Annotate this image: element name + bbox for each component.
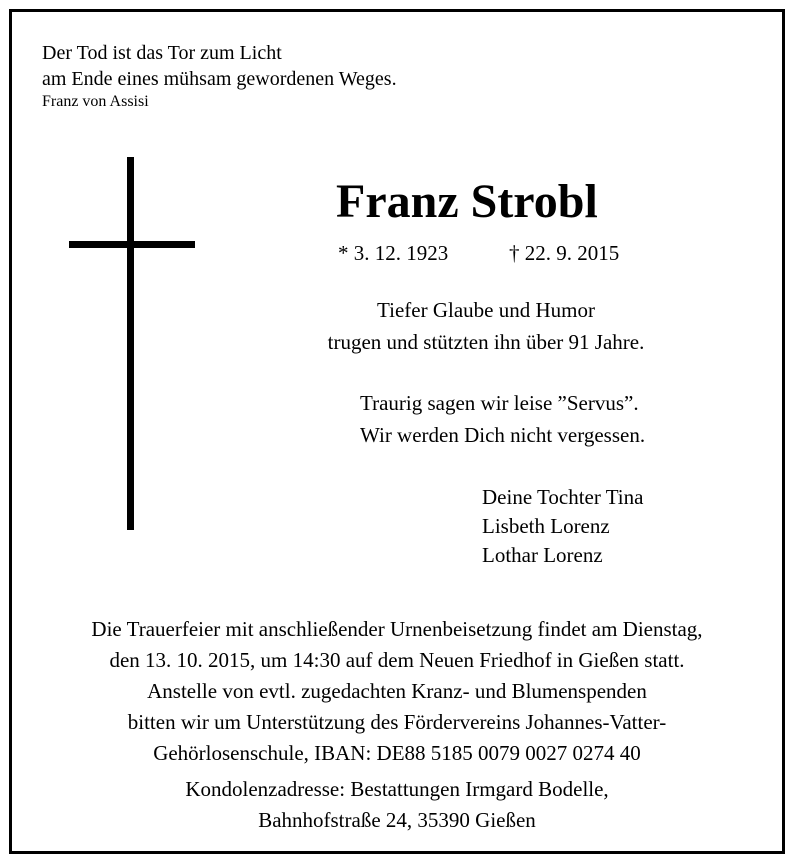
tribute-line: trugen und stützten ihn über 91 Jahre. — [327, 330, 645, 354]
funeral-notice-line: Gehörlosenschule, IBAN: DE88 5185 0079 0027 0274 40 — [153, 741, 641, 765]
quote — [42, 40, 397, 112]
cross-vertical-bar — [127, 157, 134, 530]
tribute-text — [286, 294, 686, 358]
funeral-notice-line: bitten wir um Unterstützung des Fördervereins Johannes-Vatter- — [127, 710, 667, 734]
farewell-text — [360, 387, 645, 451]
quote-line: Der Tod ist das Tor zum Licht — [42, 42, 282, 64]
funeral-notice-line: Anstelle von evtl. zugedachten Kranz- und Blumenspenden — [147, 679, 647, 703]
condolence-address-line: Kondolenzadresse: Bestattungen Irmgard Bodelle, — [185, 777, 609, 801]
farewell-line: Wir werden Dich nicht vergessen. — [360, 423, 646, 447]
mourner-name: Lisbeth Lorenz — [482, 514, 610, 538]
farewell-line: Traurig sagen wir leise ”Servus”. — [360, 391, 639, 415]
mourner-name: Deine Tochter Tina — [482, 485, 644, 509]
deceased-name: Franz Strobl — [336, 175, 598, 228]
mourners-list — [482, 483, 643, 570]
mourner-name: Lothar Lorenz — [482, 543, 603, 567]
funeral-notice-line: den 13. 10. 2015, um 14:30 auf dem Neuen Friedhof in Gießen statt. — [109, 648, 685, 672]
funeral-notice — [12, 614, 782, 769]
funeral-notice-line: Die Trauerfeier mit anschließender Urnenbeisetzung findet am Dienstag, — [91, 617, 703, 641]
tribute-line: Tiefer Glaube und Humor — [377, 298, 595, 322]
death-date: † 22. 9. 2015 — [509, 241, 620, 265]
condolence-address-line: Bahnhofstraße 24, 35390 Gießen — [258, 808, 536, 832]
birth-date: * 3. 12. 1923 — [338, 241, 449, 265]
condolence-address — [12, 774, 782, 836]
cross-horizontal-bar — [69, 241, 195, 248]
quote-author: Franz von Assisi — [42, 93, 149, 110]
quote-line: am Ende eines mühsam gewordenen Weges. — [42, 68, 397, 90]
